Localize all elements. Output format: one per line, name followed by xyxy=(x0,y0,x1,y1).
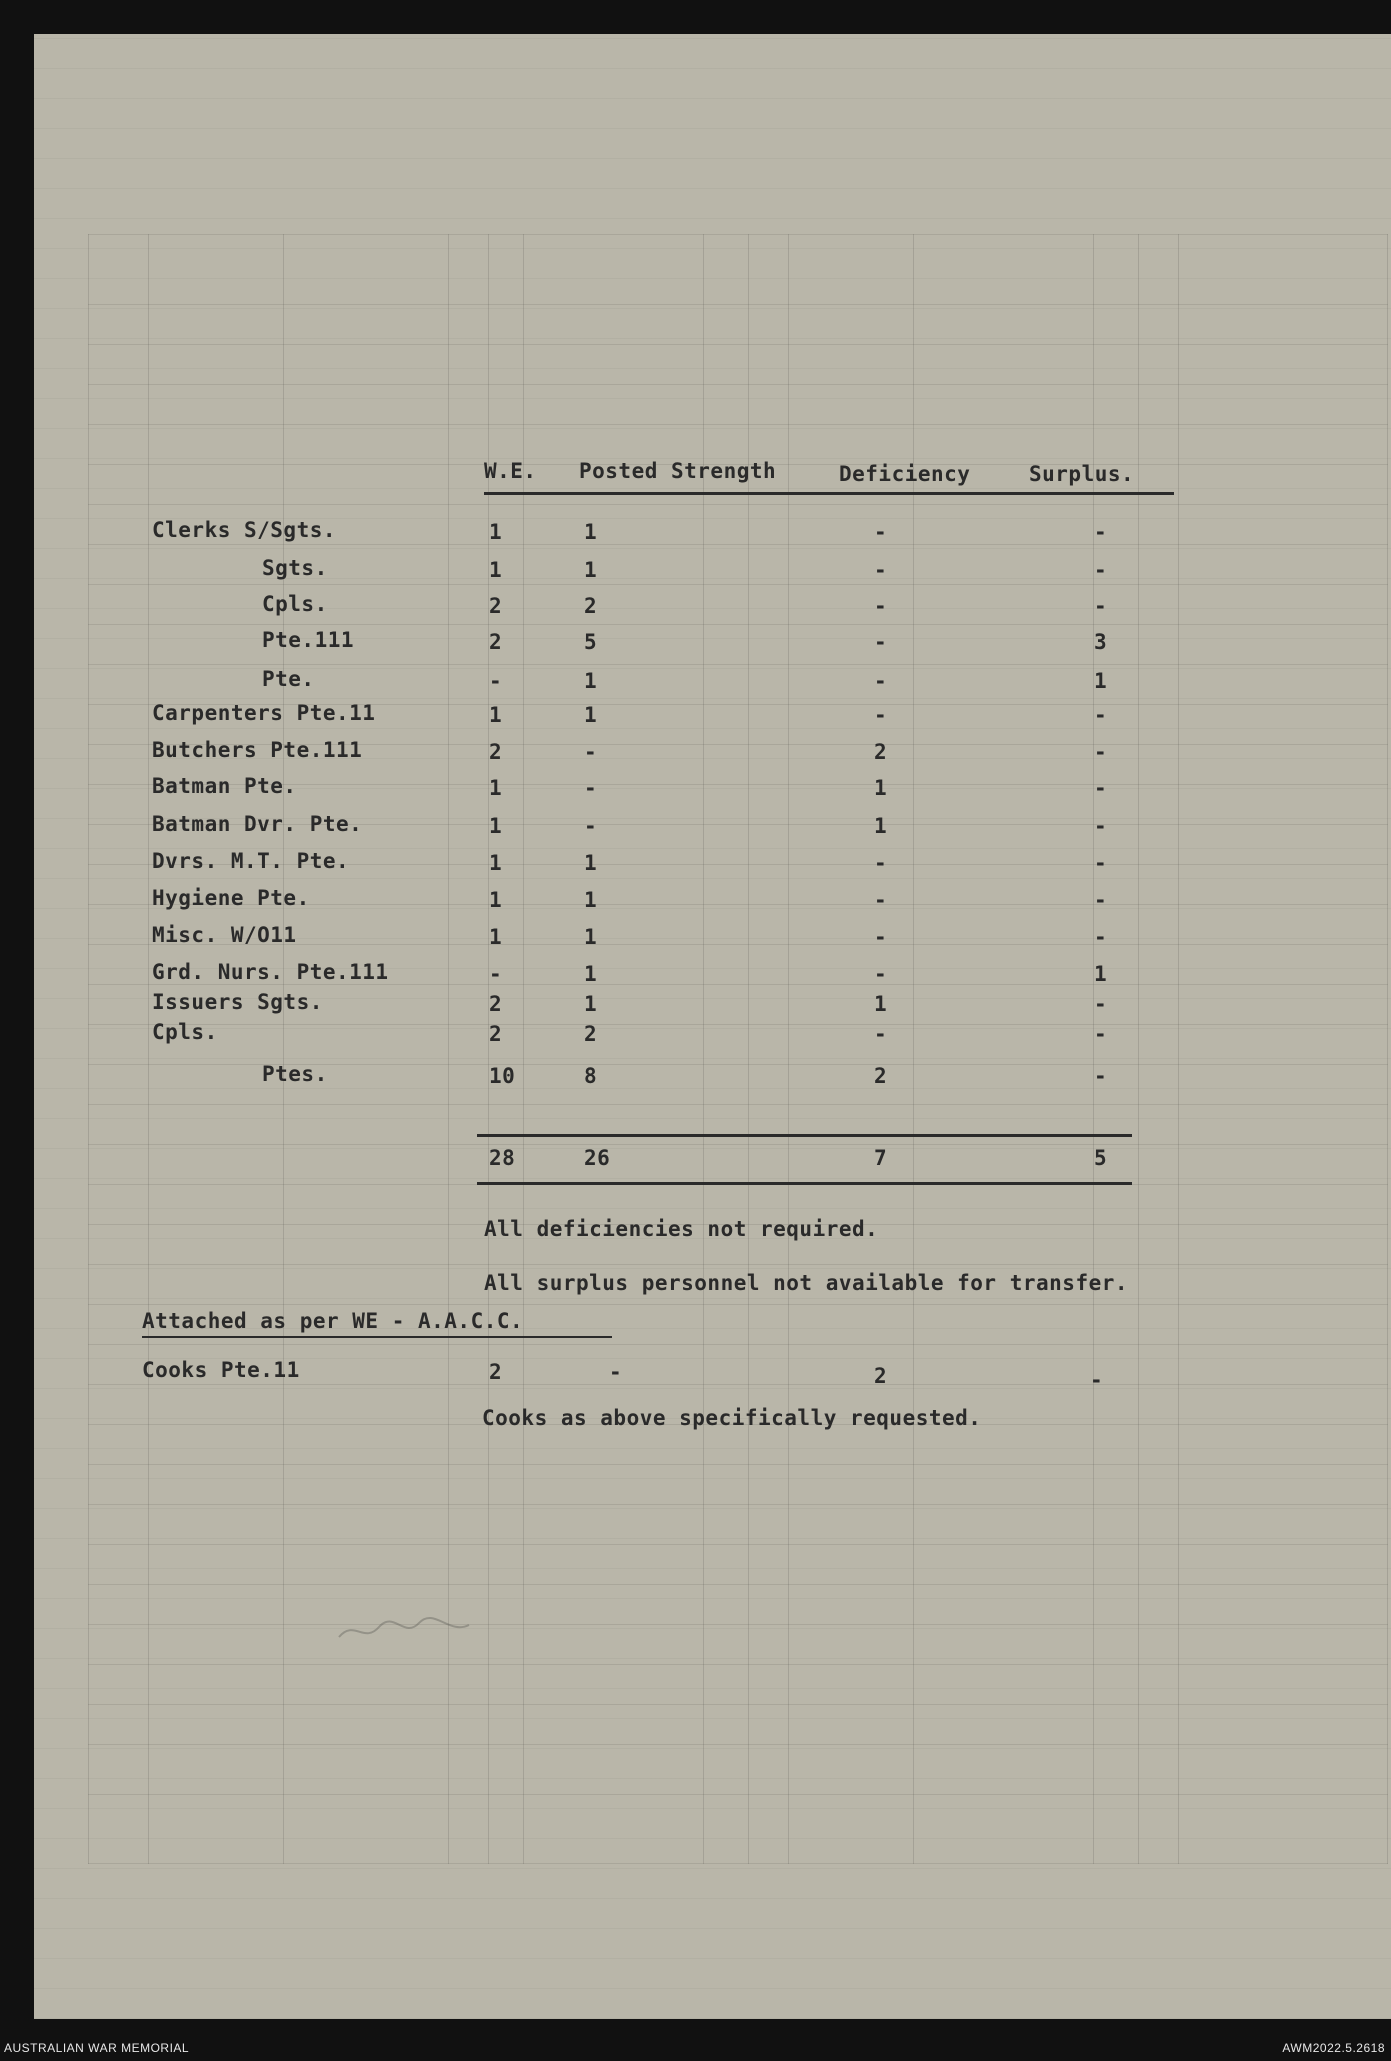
row-surplus: 3 xyxy=(1094,630,1108,654)
row-surplus: - xyxy=(1094,925,1108,949)
row-posted: 1 xyxy=(584,669,598,693)
row-posted: 5 xyxy=(584,630,598,654)
note-deficiencies: All deficiencies not required. xyxy=(484,1217,879,1241)
row-we: 1 xyxy=(489,888,503,912)
row-deficiency: - xyxy=(874,962,888,986)
signature-mark xyxy=(334,1609,474,1649)
row-deficiency: - xyxy=(874,703,888,727)
row-posted: 8 xyxy=(584,1064,598,1088)
footer-credit: AUSTRALIAN WAR MEMORIAL xyxy=(4,2041,190,2055)
row-deficiency: - xyxy=(874,851,888,875)
header-we: W.E. xyxy=(484,459,537,483)
total-surplus: 5 xyxy=(1094,1146,1108,1170)
row-posted: 1 xyxy=(584,962,598,986)
attached-row-deficiency: 2 xyxy=(874,1364,888,1388)
row-label: Carpenters Pte.11 xyxy=(152,701,376,725)
row-posted: 1 xyxy=(584,558,598,582)
attached-row-posted: - xyxy=(609,1360,623,1384)
row-label: Issuers Sgts. xyxy=(152,990,323,1014)
row-surplus: - xyxy=(1094,594,1108,618)
row-label: Pte.111 xyxy=(262,628,355,652)
row-deficiency: - xyxy=(874,558,888,582)
row-label: Cpls. xyxy=(152,1020,218,1044)
row-label: Sgts. xyxy=(262,556,328,580)
row-we: 1 xyxy=(489,558,503,582)
row-surplus: - xyxy=(1094,1022,1108,1046)
row-surplus: - xyxy=(1094,520,1108,544)
row-deficiency: - xyxy=(874,1022,888,1046)
row-surplus: 1 xyxy=(1094,962,1108,986)
header-deficiency: Deficiency xyxy=(839,462,971,486)
row-we: - xyxy=(489,669,503,693)
row-posted: 2 xyxy=(584,1022,598,1046)
row-label: Batman Dvr. Pte. xyxy=(152,812,363,836)
row-label: Dvrs. M.T. Pte. xyxy=(152,849,350,873)
row-we: 2 xyxy=(489,740,503,764)
total-deficiency: 7 xyxy=(874,1146,888,1170)
row-label: Hygiene Pte. xyxy=(152,886,310,910)
row-posted: 1 xyxy=(584,992,598,1016)
total-posted: 26 xyxy=(584,1146,611,1170)
attached-row-we: 2 xyxy=(489,1360,503,1384)
row-deficiency: - xyxy=(874,888,888,912)
row-we: 1 xyxy=(489,703,503,727)
row-we: 1 xyxy=(489,814,503,838)
row-surplus: - xyxy=(1094,703,1108,727)
row-posted: 2 xyxy=(584,594,598,618)
row-posted: 1 xyxy=(584,520,598,544)
row-deficiency: - xyxy=(874,594,888,618)
row-surplus: - xyxy=(1094,740,1108,764)
row-posted: - xyxy=(584,776,598,800)
row-posted: 1 xyxy=(584,703,598,727)
row-deficiency: - xyxy=(874,520,888,544)
row-label: Ptes. xyxy=(262,1062,328,1086)
row-deficiency: - xyxy=(874,630,888,654)
row-label: Misc. W/O11 xyxy=(152,923,297,947)
row-label: Clerks S/Sgts. xyxy=(152,518,337,542)
row-surplus: - xyxy=(1094,992,1108,1016)
attached-row-label: Cooks Pte.11 xyxy=(142,1358,300,1382)
total-we: 28 xyxy=(489,1146,516,1170)
row-we: 2 xyxy=(489,630,503,654)
row-surplus: - xyxy=(1094,558,1108,582)
row-label: Cpls. xyxy=(262,592,328,616)
document-sheet xyxy=(34,34,1391,2019)
row-surplus: - xyxy=(1094,776,1108,800)
header-posted-strength: Posted Strength xyxy=(579,459,777,483)
row-posted: 1 xyxy=(584,851,598,875)
row-we: 2 xyxy=(489,992,503,1016)
row-deficiency: 1 xyxy=(874,814,888,838)
note-surplus: All surplus personnel not available for transfer. xyxy=(484,1271,1129,1295)
row-label: Grd. Nurs. Pte.111 xyxy=(152,960,389,984)
attached-heading: Attached as per WE - A.A.C.C. xyxy=(142,1309,524,1333)
row-surplus: - xyxy=(1094,888,1108,912)
attached-heading-underline xyxy=(142,1336,612,1338)
row-we: - xyxy=(489,962,503,986)
row-we: 1 xyxy=(489,925,503,949)
row-we: 2 xyxy=(489,1022,503,1046)
row-deficiency: 1 xyxy=(874,776,888,800)
row-posted: 1 xyxy=(584,888,598,912)
row-surplus: - xyxy=(1094,814,1108,838)
row-deficiency: 2 xyxy=(874,1064,888,1088)
row-deficiency: - xyxy=(874,925,888,949)
row-posted: - xyxy=(584,740,598,764)
totals-top-rule xyxy=(477,1134,1132,1137)
row-label: Butchers Pte.111 xyxy=(152,738,363,762)
row-posted: - xyxy=(584,814,598,838)
row-we: 10 xyxy=(489,1064,516,1088)
row-we: 1 xyxy=(489,520,503,544)
row-deficiency: 2 xyxy=(874,740,888,764)
header-underline xyxy=(484,492,1174,495)
row-surplus: - xyxy=(1094,1064,1108,1088)
row-label: Batman Pte. xyxy=(152,774,297,798)
row-deficiency: - xyxy=(874,669,888,693)
attached-note: Cooks as above specifically requested. xyxy=(482,1406,982,1430)
row-we: 2 xyxy=(489,594,503,618)
row-label: Pte. xyxy=(262,667,315,691)
row-posted: 1 xyxy=(584,925,598,949)
totals-bottom-rule xyxy=(477,1182,1132,1185)
row-surplus: 1 xyxy=(1094,669,1108,693)
header-surplus: Surplus. xyxy=(1029,462,1135,486)
row-deficiency: 1 xyxy=(874,992,888,1016)
row-we: 1 xyxy=(489,776,503,800)
attached-row-surplus: - xyxy=(1090,1368,1104,1392)
row-we: 1 xyxy=(489,851,503,875)
footer-accession-number: AWM2022.5.2618 xyxy=(1282,2041,1385,2055)
row-surplus: - xyxy=(1094,851,1108,875)
